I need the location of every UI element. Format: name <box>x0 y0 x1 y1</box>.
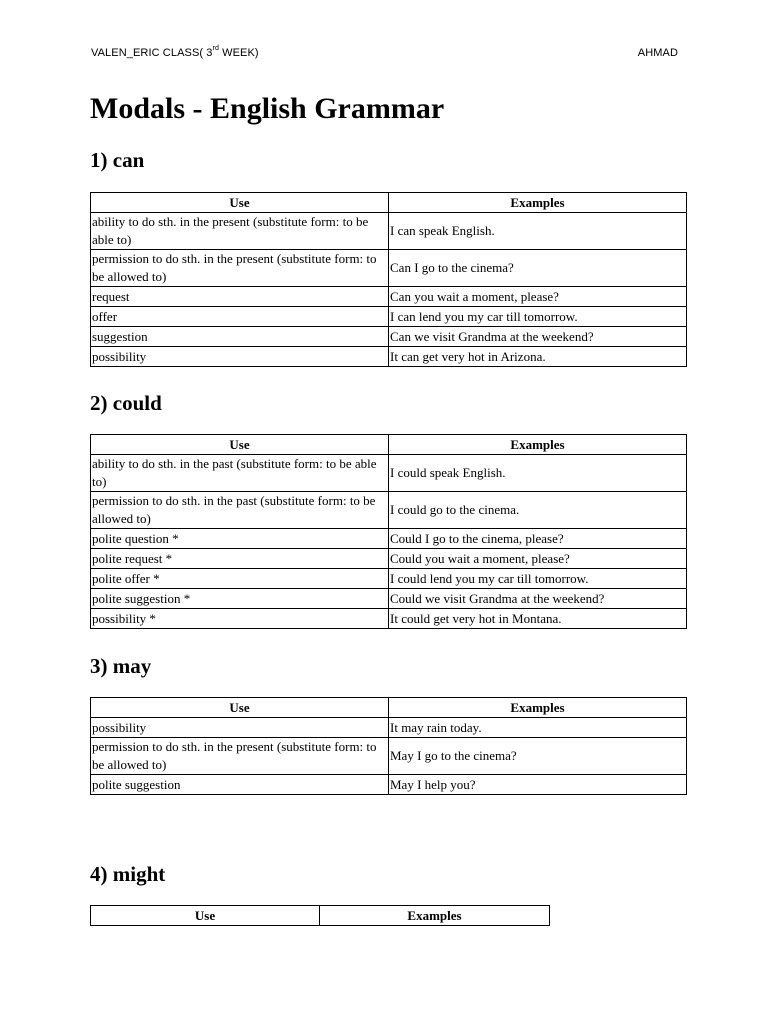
example-cell: Could I go to the cinema, please? <box>389 529 687 549</box>
example-cell: I could speak English. <box>389 455 687 492</box>
page-title: Modals - English Grammar <box>90 92 445 125</box>
use-cell: ability to do sth. in the present (substitute form: to be able to) <box>91 213 389 250</box>
use-cell: polite request * <box>91 549 389 569</box>
use-cell: suggestion <box>91 327 389 347</box>
use-cell: permission to do sth. in the past (substitute form: to be allowed to) <box>91 492 389 529</box>
column-header-examples: Examples <box>320 906 550 926</box>
table-header-row <box>91 435 687 455</box>
example-cell: It could get very hot in Montana. <box>389 609 687 629</box>
example-cell: Could you wait a moment, please? <box>389 549 687 569</box>
column-header-use: Use <box>91 698 389 718</box>
header-author: AHMAD <box>637 47 678 59</box>
table-may <box>90 697 687 795</box>
column-header-use: Use <box>91 193 389 213</box>
example-cell: Can I go to the cinema? <box>389 250 687 287</box>
column-header-use: Use <box>91 906 320 926</box>
table-row <box>91 455 687 492</box>
use-cell: request <box>91 287 389 307</box>
table-header-row <box>91 906 550 926</box>
example-cell: I could go to the cinema. <box>389 492 687 529</box>
use-cell: ability to do sth. in the past (substitute form: to be able to) <box>91 455 389 492</box>
use-cell: possibility <box>91 718 389 738</box>
header-class-text: VALEN_ERIC CLASS( 3 <box>91 47 213 59</box>
column-header-examples: Examples <box>389 193 687 213</box>
table-row <box>91 287 687 307</box>
column-header-examples: Examples <box>389 435 687 455</box>
header-class-label <box>91 47 259 59</box>
example-cell: Can you wait a moment, please? <box>389 287 687 307</box>
column-header-examples: Examples <box>389 698 687 718</box>
table-row <box>91 347 687 367</box>
use-cell: polite suggestion * <box>91 589 389 609</box>
header-week-text: WEEK) <box>218 47 259 59</box>
section-heading-can: 1) can <box>90 148 145 172</box>
section-heading-might: 4) might <box>90 862 166 886</box>
use-cell: permission to do sth. in the present (substitute form: to be allowed to) <box>91 250 389 287</box>
table-might <box>90 905 550 926</box>
section-heading-could: 2) could <box>90 391 162 415</box>
example-cell: It may rain today. <box>389 718 687 738</box>
example-cell: It can get very hot in Arizona. <box>389 347 687 367</box>
example-cell: May I go to the cinema? <box>389 738 687 775</box>
use-cell: possibility * <box>91 609 389 629</box>
example-cell: Can we visit Grandma at the weekend? <box>389 327 687 347</box>
table-row <box>91 250 687 287</box>
table-row <box>91 775 687 795</box>
example-cell: I can lend you my car till tomorrow. <box>389 307 687 327</box>
table-can <box>90 192 687 367</box>
table-row <box>91 569 687 589</box>
use-cell: permission to do sth. in the present (substitute form: to be allowed to) <box>91 738 389 775</box>
use-cell: polite question * <box>91 529 389 549</box>
table-row <box>91 492 687 529</box>
table-row <box>91 307 687 327</box>
table-row <box>91 213 687 250</box>
example-cell: Could we visit Grandma at the weekend? <box>389 589 687 609</box>
table-could <box>90 434 687 629</box>
table-row <box>91 327 687 347</box>
table-row <box>91 529 687 549</box>
column-header-use: Use <box>91 435 389 455</box>
table-row <box>91 589 687 609</box>
table-row <box>91 549 687 569</box>
example-cell: I could lend you my car till tomorrow. <box>389 569 687 589</box>
table-header-row <box>91 698 687 718</box>
example-cell: May I help you? <box>389 775 687 795</box>
table-header-row <box>91 193 687 213</box>
use-cell: offer <box>91 307 389 327</box>
use-cell: polite offer * <box>91 569 389 589</box>
use-cell: polite suggestion <box>91 775 389 795</box>
header-ordinal-suffix: rd <box>212 45 219 52</box>
table-row <box>91 609 687 629</box>
section-heading-may: 3) may <box>90 654 152 678</box>
table-row <box>91 718 687 738</box>
use-cell: possibility <box>91 347 389 367</box>
example-cell: I can speak English. <box>389 213 687 250</box>
table-row <box>91 738 687 775</box>
